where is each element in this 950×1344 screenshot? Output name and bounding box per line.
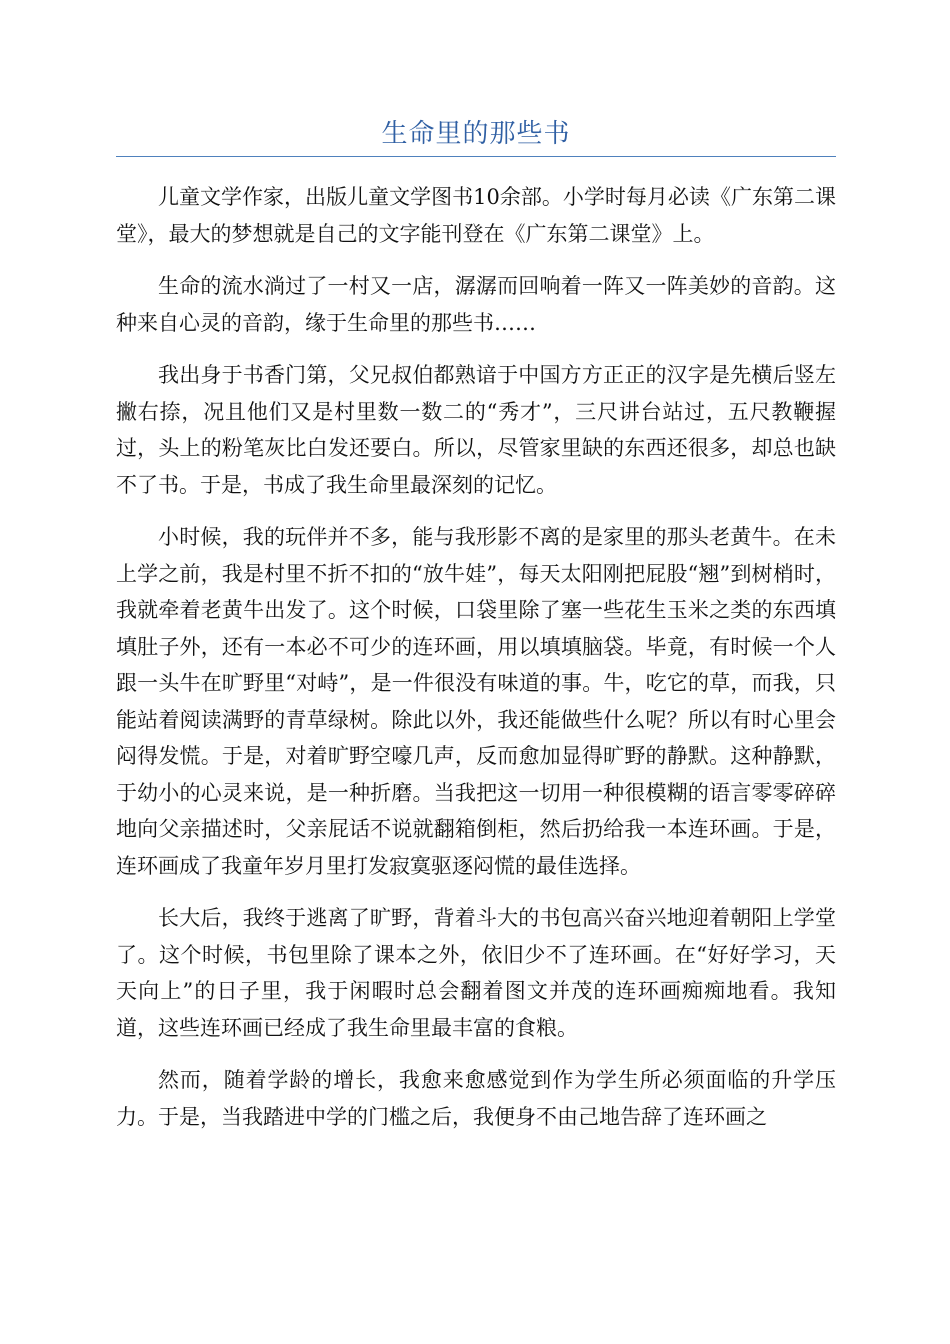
paragraph-1: 儿童文学作家，出版儿童文学图书10余部。小学时每月必读《广东第二课堂》，最大的梦想就是自己的文字能刊登在《广东第二课堂》上。: [116, 185, 836, 246]
paragraph-2: 生命的流水淌过了一村又一店，潺潺而回响着一阵又一阵美妙的音韵。这种来自心灵的音韵，缘于生命里的那些书……: [116, 274, 836, 335]
paragraph-4: 小时候，我的玩伴并不多，能与我形影不离的是家里的那头老黄牛。在未上学之前，我是村里不折不扣的“放牛娃”，每天太阳刚把屁股“翘”到树梢时，我就牵着老黄牛出发了。这个时候，口袋里除了塞一些花生玉米之类的东西填填肚子外，还有一本必不可少的连环画，用以填填脑袋。毕竟，有时候一个人跟一头牛在旷野里“对峙”，是一件很没有味道的事。牛，吃它的草，而我，只能站着阅读满野的青草绿树。除此以外，我还能做些什么呢？所以有时心里会闷得发慌。于是，对着旷野空嚎几声，反而愈加显得旷野的静默。这种静默，于幼小的心灵来说，是一种折磨。当我把这一切用一种很模糊的语言零零碎碎地向父亲描述时，父亲屁话不说就翻箱倒柜，然后扔给我一本连环画。于是，连环画成了我童年岁月里打发寂寞驱逐闷慌的最佳选择。: [116, 525, 836, 878]
paragraph-6: 然而，随着学龄的增长，我愈来愈感觉到作为学生所必须面临的升学压力。于是，当我踏进中学的门槛之后，我便身不由己地告辞了连环画之: [116, 1068, 836, 1129]
document-body: [116, 179, 836, 1135]
document-title: 生命里的那些书: [381, 119, 571, 149]
title-underline: [116, 156, 836, 157]
document-page: [116, 0, 836, 1151]
paragraph-3: 我出身于书香门第，父兄叔伯都熟谙于中国方方正正的汉字是先横后竖左撇右捺，况且他们又是村里数一数二的“秀才”，三尺讲台站过，五尺教鞭握过，头上的粉笔灰比白发还要白。所以，尽管家里缺的东西还很多，却总也缺不了书。于是，书成了我生命里最深刻的记忆。: [116, 363, 836, 497]
paragraph-5: 长大后，我终于逃离了旷野，背着斗大的书包高兴奋兴地迎着朝阳上学堂了。这个时候，书包里除了课本之外，依旧少不了连环画。在“好好学习，天天向上”的日子里，我于闲暇时总会翻着图文并茂的连环画痴痴地看。我知道，这些连环画已经成了我生命里最丰富的食粮。: [116, 906, 836, 1040]
